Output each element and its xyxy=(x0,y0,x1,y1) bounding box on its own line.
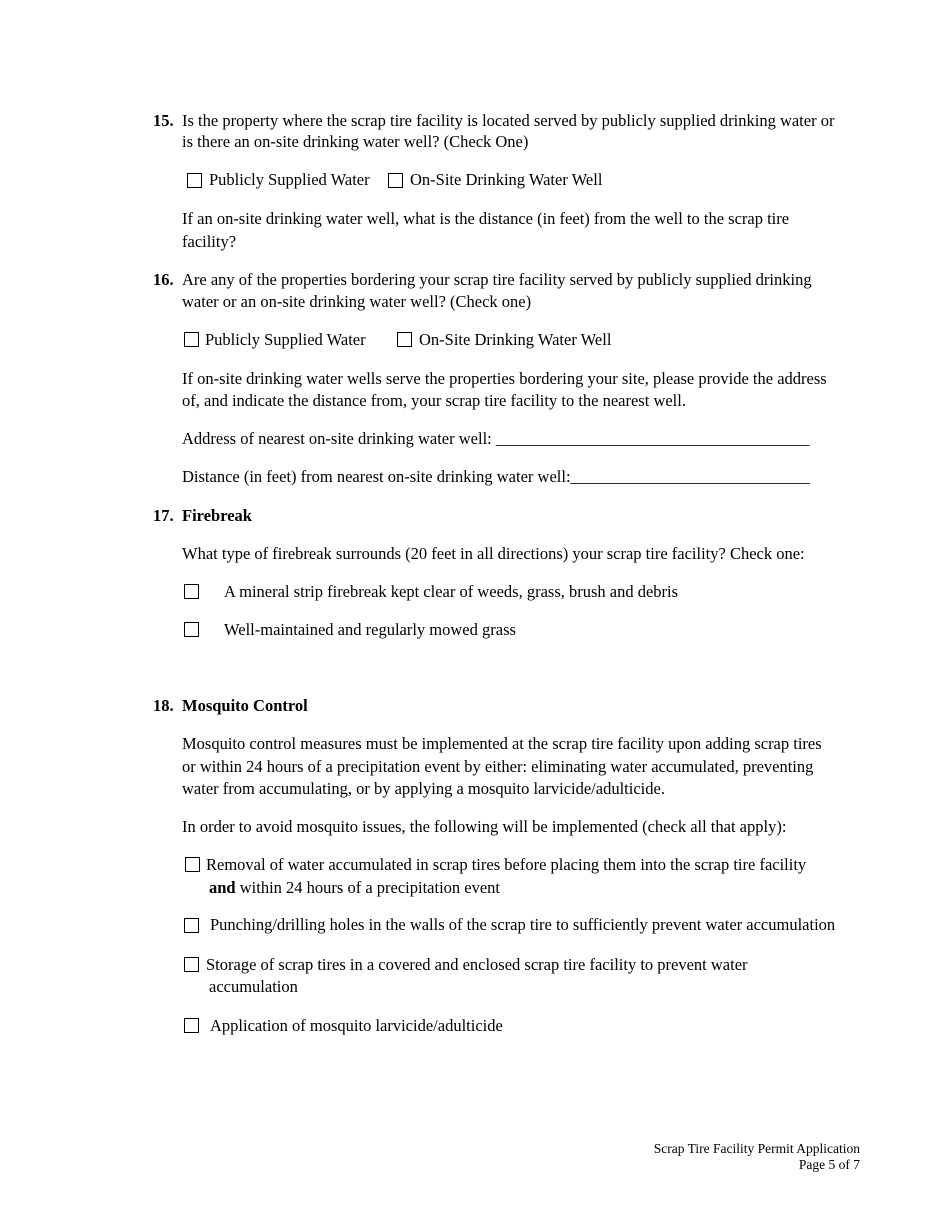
q18-para-line1: Mosquito control measures must be implemented at the scrap tire facility upon adding scrap tires xyxy=(182,734,822,753)
q18-instruction: In order to avoid mosquito issues, the following will be implemented (check all that apply): xyxy=(182,817,787,836)
q18-removal-checkbox[interactable] xyxy=(185,857,200,872)
q18-title: Mosquito Control xyxy=(182,696,308,715)
q17-number: 17. xyxy=(153,506,174,525)
footer-title: Scrap Tire Facility Permit Application xyxy=(653,1141,860,1156)
q15-well-label: On-Site Drinking Water Well xyxy=(410,170,603,189)
q18-number: 18. xyxy=(153,696,174,715)
q18-punching-label: Punching/drilling holes in the walls of the scrap tire to sufficiently prevent water accumulation xyxy=(210,915,836,934)
q18-storage-line1: Storage of scrap tires in a covered and enclosed scrap tire facility to prevent water xyxy=(206,955,748,974)
q17-grass-checkbox[interactable] xyxy=(184,622,199,637)
q17-mineral-label: A mineral strip firebreak kept clear of weeds, grass, brush and debris xyxy=(224,582,679,601)
q16-well-checkbox[interactable] xyxy=(397,332,412,347)
q18-removal-line2 xyxy=(209,877,500,899)
q18-storage-checkbox[interactable] xyxy=(184,957,199,972)
q18-storage-line2: accumulation xyxy=(209,977,298,996)
q18-application-label: Application of mosquito larvicide/adulticide xyxy=(210,1016,503,1035)
q18-para-line3: water from accumulating, or by applying a mosquito larvicide/adulticide. xyxy=(182,779,665,798)
q16-public-water-checkbox[interactable] xyxy=(184,332,199,347)
q16-question-line1: Are any of the properties bordering your scrap tire facility served by publicly supplied drinking xyxy=(182,270,812,289)
q16-address-field[interactable]: Address of nearest on-site drinking water well: ______________________________________ xyxy=(182,429,810,448)
footer-page-number: Page 5 of 7 xyxy=(798,1157,860,1172)
q18-removal-and: and xyxy=(209,878,236,897)
q15-followup-line1: If an on-site drinking water well, what is the distance (in feet) from the well to the scrap tire xyxy=(182,209,790,228)
q15-number: 15. xyxy=(153,111,174,130)
q17-title: Firebreak xyxy=(182,506,252,525)
q17-mineral-checkbox[interactable] xyxy=(184,584,199,599)
q15-public-water-label: Publicly Supplied Water xyxy=(209,170,370,189)
q16-public-water-label: Publicly Supplied Water xyxy=(205,330,366,349)
q17-grass-label: Well-maintained and regularly mowed grass xyxy=(224,620,516,639)
q15-question-line2: is there an on-site drinking water well? (Check One) xyxy=(182,132,529,151)
q16-number: 16. xyxy=(153,270,174,289)
q17-question: What type of firebreak surrounds (20 feet in all directions) your scrap tire facility? Check one: xyxy=(182,544,805,563)
footer xyxy=(654,1141,860,1173)
q15-question-line1: Is the property where the scrap tire facility is located served by publicly supplied drinking water or xyxy=(182,111,835,130)
q18-para-line2: or within 24 hours of a precipitation event by either: eliminating water accumulated, preventing xyxy=(182,757,814,776)
q15-public-water-checkbox[interactable] xyxy=(187,173,202,188)
q15-well-checkbox[interactable] xyxy=(388,173,403,188)
q16-followup-line2: of, and indicate the distance from, your scrap tire facility to the nearest well. xyxy=(182,391,686,410)
q18-removal-line2-rest: within 24 hours of a precipitation event xyxy=(235,878,501,897)
q18-punching-checkbox[interactable] xyxy=(184,918,199,933)
q18-application-checkbox[interactable] xyxy=(184,1018,199,1033)
q16-question-line2: water or an on-site drinking water well? (Check one) xyxy=(182,292,532,311)
q16-distance-field[interactable]: Distance (in feet) from nearest on-site drinking water well:_____________________________ xyxy=(182,467,810,486)
q15-followup-line2: facility? xyxy=(182,232,237,251)
q16-well-label: On-Site Drinking Water Well xyxy=(419,330,612,349)
q18-removal-line1: Removal of water accumulated in scrap tires before placing them into the scrap tire facility xyxy=(206,855,807,874)
q16-followup-line1: If on-site drinking water wells serve the properties bordering your site, please provide the address xyxy=(182,369,827,388)
